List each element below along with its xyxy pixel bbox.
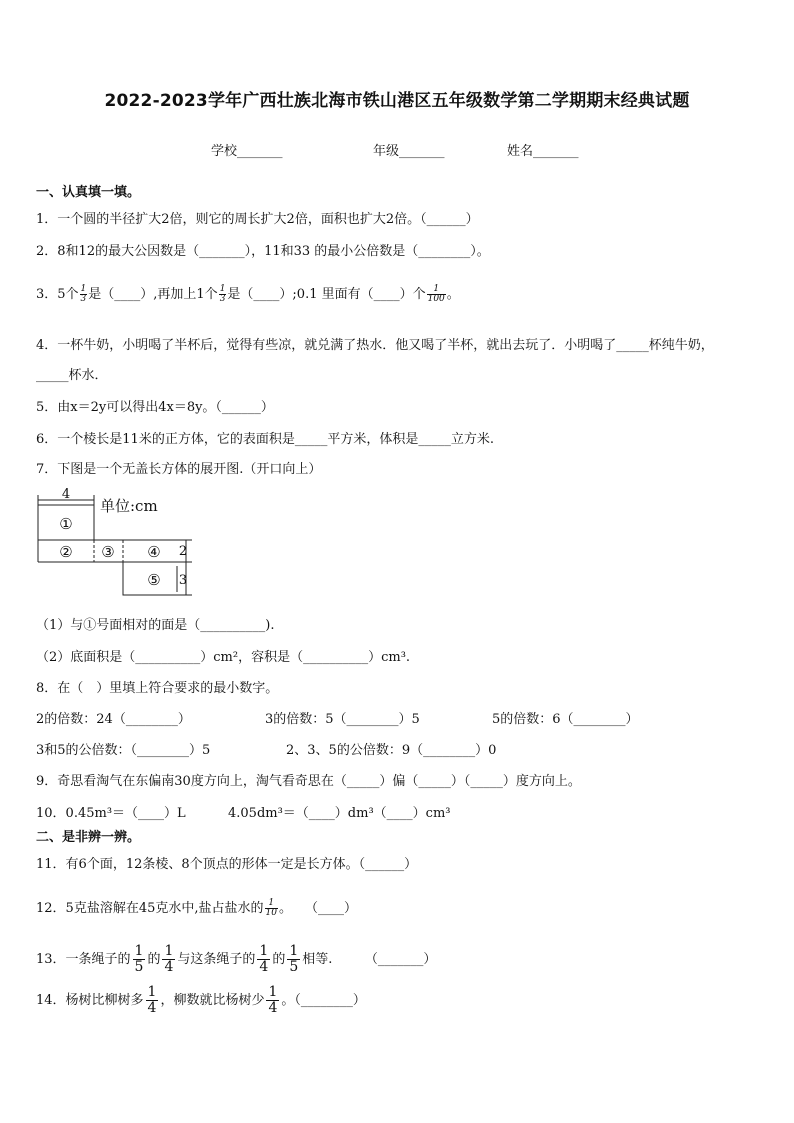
q13-fraction-3: $\frac{1}{4}$ [259,943,269,975]
name-field: 姓名_______ [507,144,579,159]
q13-text-b: 的 [147,952,161,967]
grade-field: 年级_______ [373,144,445,159]
question-8-item-d: 3和5的公倍数：（________）5 [36,743,211,758]
question-8-item-c: 5的倍数：6（________） [492,712,639,727]
q13-fraction-4: $\frac{1}{5}$ [289,943,299,975]
question-4-line-2: _____杯水． [36,368,108,383]
face-4-label: ④ [147,543,161,561]
face-1-label: ① [59,515,73,533]
question-10-a: 10．0.45m³＝（____）L [36,806,186,821]
question-12 [36,897,357,918]
question-9: 9．奇思看淘气在东偏南30度方向上，淘气看奇思在（_____）偏（_____）（_____）度方向上。 [36,774,581,789]
q12-text-a: 12．5克盐溶解在45克水中,盐占盐水的 [36,901,264,916]
question-7: 7．下图是一个无盖长方体的展开图.（开口向上） [36,462,322,477]
q14-text-b: ，柳数就比杨树少 [160,993,265,1008]
question-10-b: 4.05dm³＝（____）dm³（____）cm³ [228,806,451,821]
q14-text-a: 14．杨树比柳树多 [36,993,144,1008]
question-6: 6．一个棱长是11米的正方体，它的表面积是_____平方米，体积是_____立方米. [36,432,494,447]
face-2-label: ② [59,543,73,561]
question-8-item-a: 2的倍数：24（________） [36,712,191,727]
q13-text-a: 13．一条绳子的 [36,952,131,967]
question-14 [36,985,366,1016]
q3-fraction-2: $\frac{1}{3}$ [219,284,226,304]
section-heading-2: 二、是非辨一辨。 [36,830,141,845]
question-7-part-2: （2）底面积是（__________）cm²，容积是（__________）cm³. [36,650,411,665]
question-8-item-e: 2、3、5的公倍数：9（________）0 [286,743,497,758]
question-1: 1．一个圆的半径扩大2倍，则它的周长扩大2倍，面积也扩大2倍。（______） [36,212,479,227]
question-11: 11．有6个面，12条棱、8个顶点的形体一定是长方体。（______） [36,857,418,872]
q3-text-d: 。 [446,287,460,302]
q3-fraction-1: $\frac{1}{3}$ [80,284,87,304]
q3-text-c: 是（____）;0.1 里面有（____）个 [227,287,426,302]
q13-text-e: 相等. （_______） [302,952,437,967]
question-4-line-1: 4．一杯牛奶，小明喝了半杯后，觉得有些凉，就兑满了热水．他又喝了半杯，就出去玩了．小明喝了_____杯纯牛奶， [36,338,714,353]
q3-fraction-3: $\frac{1}{100}$ [427,284,445,304]
question-8: 8．在（ ）里填上符合要求的最小数字。 [36,681,279,696]
section-heading-1: 一、认真填一填。 [36,185,141,200]
question-3 [36,283,460,304]
q13-text-d: 的 [272,952,286,967]
school-field: 学校_______ [211,144,283,159]
question-2: 2．8和12的最大公因数是（_______），11和33 的最小公倍数是（________）。 [36,244,490,259]
q13-fraction-1: $\frac{1}{5}$ [134,943,144,975]
q14-text-c: 。（________） [281,993,366,1008]
q13-fraction-2: $\frac{1}{4}$ [164,943,174,975]
unit-label: 单位:cm [100,497,158,515]
face-5-label: ⑤ [147,571,161,589]
page-title: 2022-2023学年广西壮族北海市铁山港区五年级数学第二学期期末经典试题 [104,91,690,111]
question-7-part-1: （1）与①号面相对的面是（__________). [36,618,275,633]
q14-fraction-2: $\frac{1}{4}$ [268,984,278,1016]
question-8-item-b: 3的倍数：5（________）5 [265,712,420,727]
face-3-label: ③ [101,543,115,561]
q3-text-b: 是（____）,再加上1个 [88,287,218,302]
q14-fraction-1: $\frac{1}{4}$ [147,984,157,1016]
dim-right-label-2: 3 [178,573,188,588]
q12-text-b: 。 （____） [278,901,357,916]
question-5: 5．由x＝2y可以得出4x＝8y。（______） [36,400,274,415]
q12-fraction: $\frac{1}{10}$ [265,898,277,918]
question-13 [36,944,436,975]
dim-top-label: 4 [61,488,71,502]
q3-text-a: 3．5个 [36,287,79,302]
dim-right-label-1: 2 [178,544,188,559]
q13-text-c: 与这条绳子的 [177,952,256,967]
